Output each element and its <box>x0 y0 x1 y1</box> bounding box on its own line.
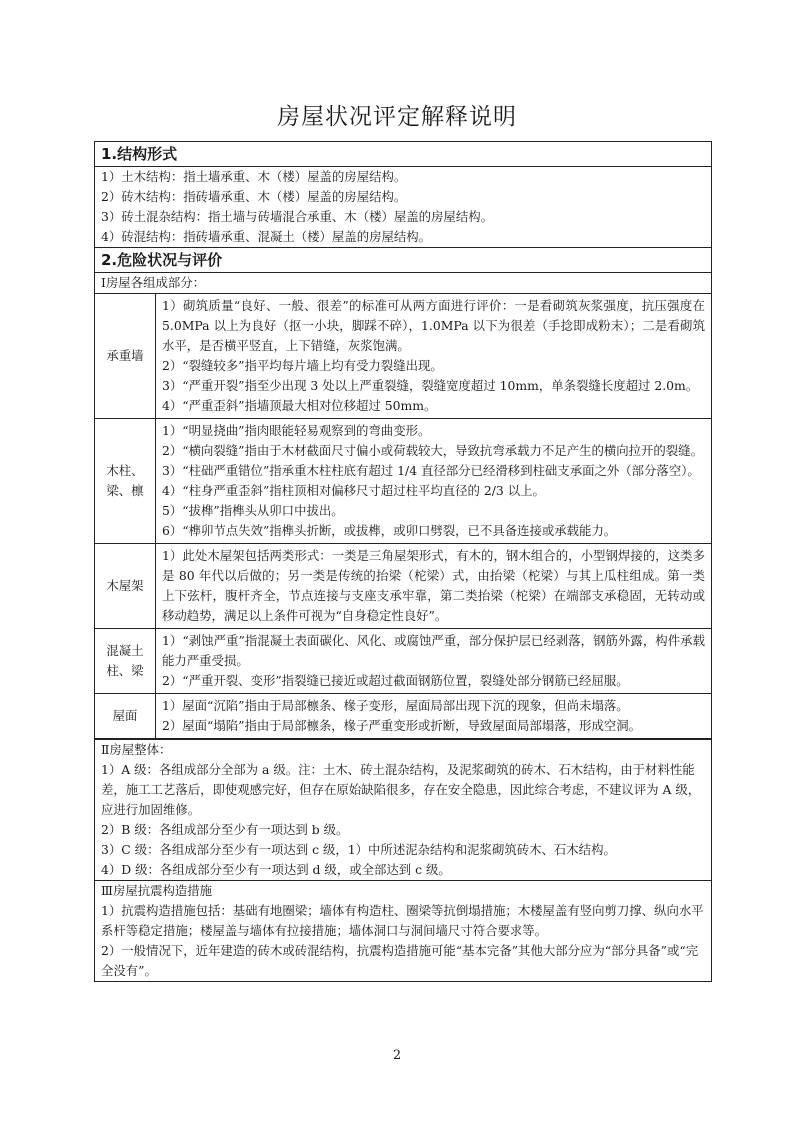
section-1-heading: 1.结构形式 <box>95 142 711 167</box>
table-row <box>95 694 711 739</box>
part-ii-block <box>95 739 711 880</box>
part-ii-heading: Ⅱ房屋整体： <box>101 742 172 757</box>
criteria-item: 2）“裂缝较多”指平均每片墙上均有受力裂缝出现。 <box>162 358 443 373</box>
component-label: 承重墙 <box>95 294 156 419</box>
part-iii-block <box>95 880 711 981</box>
grade-item: 4）D 级：各组成部分至少有一项达到 d 级，或全部达到 c 级。 <box>101 862 451 877</box>
seismic-item: 1）抗震构造措施包括：基础有地圈梁；墙体有构造柱、圈梁等抗倒塌措施；木楼屋盖有竖向剪刀撑、纵向水平系杆等稳定措施；楼屋盖与墙体有拉接措施；墙体洞口与洞间墙尺寸符合要求等。 <box>101 903 704 938</box>
structure-item: 2）砖木结构：指砖墙承重、木（楼）屋盖的房屋结构。 <box>101 189 407 204</box>
criteria-item: 4）“柱身严重歪斜”指柱顶相对偏移尺寸超过柱平均直径的 2/3 以上。 <box>162 483 545 498</box>
criteria-item: 5）“拔榫”指榫头从卯口中拔出。 <box>162 503 344 518</box>
table-row <box>95 544 711 629</box>
component-label: 屋面 <box>95 694 156 739</box>
explanation-table <box>94 141 712 982</box>
criteria-item: 1）“明显挠曲”指肉眼能轻易观察到的弯曲变形。 <box>162 423 431 438</box>
structure-item: 3）砖土混杂结构：指土墙与砖墙混合承重、木（楼）屋盖的房屋结构。 <box>101 209 493 224</box>
criteria-item: 1）“剥蚀严重”指混凝土表面碳化、风化、或腐蚀严重，部分保护层已经剥落，钢筋外露，构件承载能力严重受损。 <box>162 633 705 668</box>
component-description <box>156 694 712 739</box>
component-label: 木屋架 <box>95 544 156 629</box>
criteria-item: 2）“严重开裂、变形”指裂缝已接近或超过截面钢筋位置，裂缝处部分钢筋已经屈服。 <box>162 673 629 688</box>
criteria-item: 1）此处木屋架包括两类形式：一类是三角屋架形式，有木的，钢木组合的，小型钢焊接的，这类多是 80 年代以后做的；另一类是传统的抬梁（柁梁）式，由抬梁（柁梁）与其上瓜柱组成。第一类上下弦杆，腹杆齐全，节点连接与支座支承牢靠，第二类抬梁（柁梁）在端部支承稳固，无转动或移动趋势，满足以上条件可视为“自身稳定性良好”。 <box>162 548 705 623</box>
component-label: 混凝土柱、梁 <box>95 629 156 694</box>
component-description <box>156 419 712 544</box>
part-i-heading: Ⅰ房屋各组成部分： <box>95 273 711 294</box>
criteria-item: 3）“严重开裂”指至少出现 3 处以上严重裂缝，裂缝宽度超过 10mm，单条裂缝长度超过 2.0m。 <box>162 378 699 393</box>
structure-item: 1）土木结构：指土墙承重、木（楼）屋盖的房屋结构。 <box>101 169 407 184</box>
table-row <box>95 419 711 544</box>
criteria-item: 1）砌筑质量“良好、一般、很差”的标准可从两方面进行评价：一是看砌筑灰浆强度，抗压强度在 5.0MPa 以上为良好（抠一小块，脚踩不碎），1.0MPa 以下为很差（手捻即成粉末）；二是看砌筑水平，是否横平竖直，上下错缝，灰浆饱满。 <box>162 298 705 353</box>
page-title: 房屋状况评定解释说明 <box>277 104 517 130</box>
component-label: 木柱、梁、檩 <box>95 419 156 544</box>
page-number: 2 <box>392 1048 402 1063</box>
criteria-item: 2）屋面“塌陷”指由于局部檩条，椽子严重变形或折断，导致屋面局部塌落，形成空洞。 <box>162 718 642 733</box>
component-description <box>156 629 712 694</box>
component-description <box>156 544 712 629</box>
table-row <box>95 294 711 419</box>
criteria-item: 4）“严重歪斜”指墙顶最大相对位移超过 50mm。 <box>162 398 437 413</box>
grade-item: 1）A 级：各组成部分全部为 a 级。注：土木、砖土混杂结构，及泥浆砌筑的砖木、石木结构，由于材料性能差，施工工艺落后，即使观感完好，但存在原始缺陷很多，存在安全隐患，因此综合考虑，不建议评为 A 级，应进行加固维修。 <box>101 762 701 817</box>
table-row <box>95 629 711 694</box>
section-2-heading: 2.危险状况与评价 <box>95 247 711 273</box>
criteria-item: 2）“横向裂缝”指由于木材截面尺寸偏小或荷载较大，导致抗弯承载力不足产生的横向拉开的裂缝。 <box>162 443 703 458</box>
criteria-item: 6）“榫卯节点失效”指榫头折断，或拔榫，或卯口劈裂，已不具备连接或承载能力。 <box>162 523 617 538</box>
criteria-item: 3）“柱础严重错位”指承重木柱柱底有超过 1/4 直径部分已经滑移到柱础支承面之外（部分落空）。 <box>162 463 700 478</box>
grade-item: 3）C 级：各组成部分至少有一项达到 c 级，1）中所述泥杂结构和泥浆砌筑砖木、石木结构。 <box>101 842 616 857</box>
criteria-item: 1）屋面“沉陷”指由于局部檩条、椽子变形，屋面局部出现下沉的现象，但尚未塌落。 <box>162 698 629 713</box>
structure-item: 4）砖混结构：指砖墙承重、混凝土（楼）屋盖的房屋结构。 <box>101 229 432 244</box>
component-description <box>156 294 712 419</box>
component-table <box>95 294 711 739</box>
grade-item: 2）B 级：各组成部分至少有一项达到 b 级。 <box>101 822 349 837</box>
seismic-item: 2）一般情况下，近年建造的砖木或砖混结构，抗震构造措施可能“基本完备”其他大部分应为“部分具备”或“完全没有”。 <box>101 943 699 978</box>
part-iii-heading: Ⅲ房屋抗震构造措施 <box>101 883 213 898</box>
